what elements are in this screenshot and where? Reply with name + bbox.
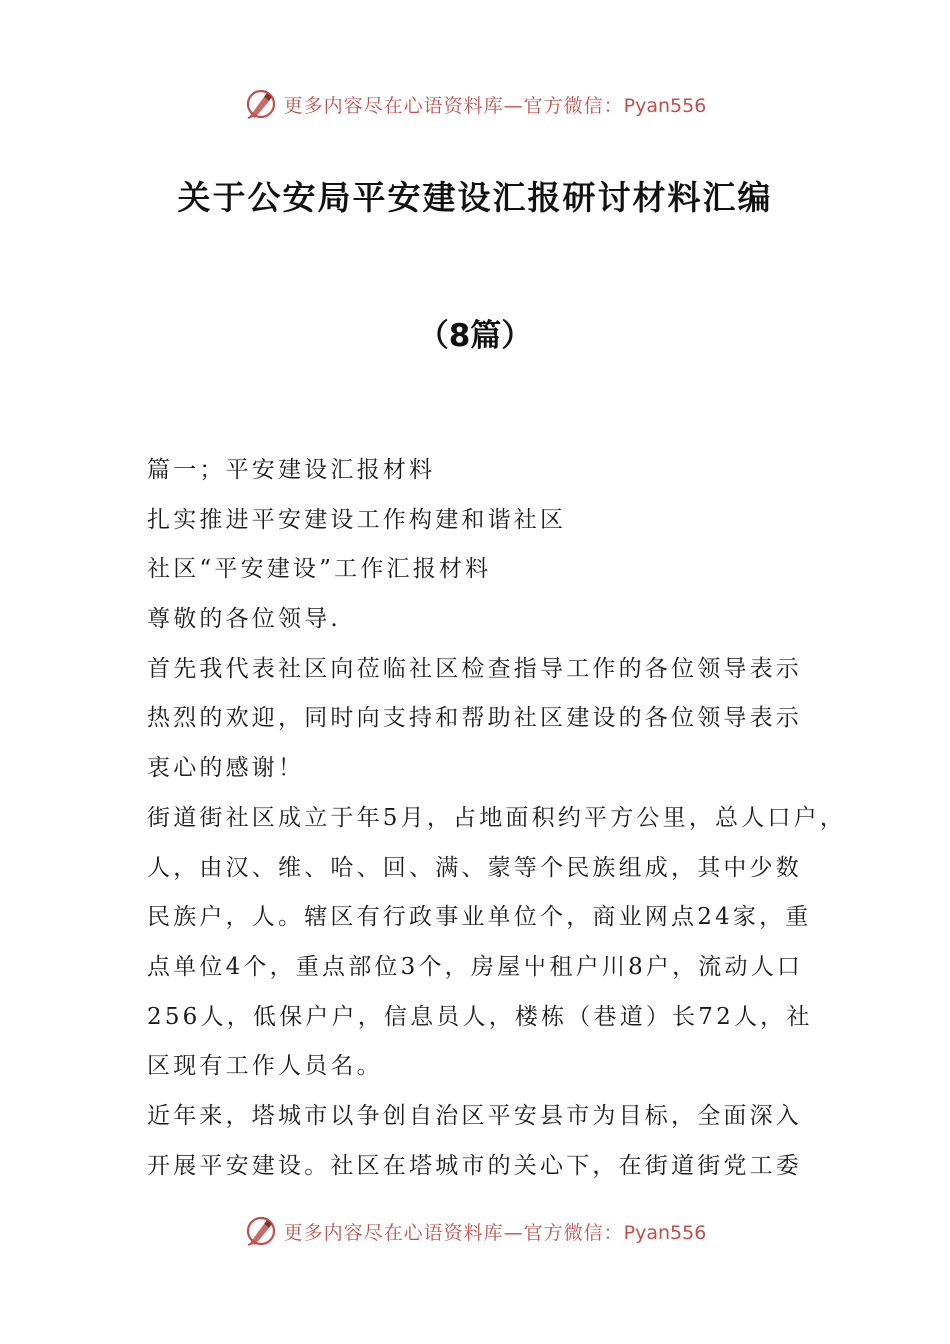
body-line: 街道街社区成立于年5月，占地面积约平方公里，总人口户， bbox=[147, 804, 847, 831]
salutation: 尊敬的各位领导. bbox=[147, 606, 341, 633]
body-line: 民族户，人。辖区有行政事业单位个，商业网点24家，重 bbox=[147, 904, 812, 931]
body-line: 热烈的欢迎，同时向支持和帮助社区建设的各位领导表示 bbox=[147, 705, 802, 732]
document-subtitle: （8篇） bbox=[417, 318, 533, 354]
article-subheading: 社区“平安建设”工作汇报材料 bbox=[147, 556, 492, 583]
document-body bbox=[147, 446, 847, 1191]
watermark-footer bbox=[0, 1211, 950, 1251]
body-line: 256人，低保户户，信息员人，楼栋（巷道）长72人，社 bbox=[147, 1003, 813, 1030]
body-line: 首先我代表社区向莅临社区检查指导工作的各位领导表示 bbox=[147, 655, 802, 682]
body-line: 衷心的感谢！ bbox=[147, 755, 305, 782]
watermark-wechat-id: Pyan556 bbox=[623, 94, 707, 117]
watermark-wechat-id: Pyan556 bbox=[623, 1221, 707, 1244]
pen-logo-icon bbox=[244, 1214, 278, 1248]
document-title: 关于公安局平安建设汇报研讨材料汇编 bbox=[177, 178, 773, 217]
body-line: 开展平安建设。社区在塔城市的关心下，在街道街党工委 bbox=[147, 1152, 802, 1179]
body-line: 近年来，塔城市以争创自治区平安县市为目标，全面深入 bbox=[147, 1102, 802, 1129]
watermark-header bbox=[0, 84, 950, 124]
section-heading: 篇一；平安建设汇报材料 bbox=[147, 457, 436, 483]
article-heading: 扎实推进平安建设工作构建和谐社区 bbox=[147, 506, 567, 533]
body-line: 区现有工作人员名。 bbox=[147, 1053, 383, 1080]
body-line: 点单位4个，重点部位3个，房屋屮租户川8户，流动人口 bbox=[147, 953, 804, 980]
watermark-text: 更多内容尽在心语资料库—官方微信：Pyan556 bbox=[283, 1221, 707, 1244]
pen-logo-icon bbox=[244, 87, 278, 121]
body-line: 人，由汉、维、哈、回、满、蒙等个民族组成，其中少数 bbox=[147, 854, 802, 881]
watermark-text: 更多内容尽在心语资料库—官方微信：Pyan556 bbox=[283, 94, 707, 117]
